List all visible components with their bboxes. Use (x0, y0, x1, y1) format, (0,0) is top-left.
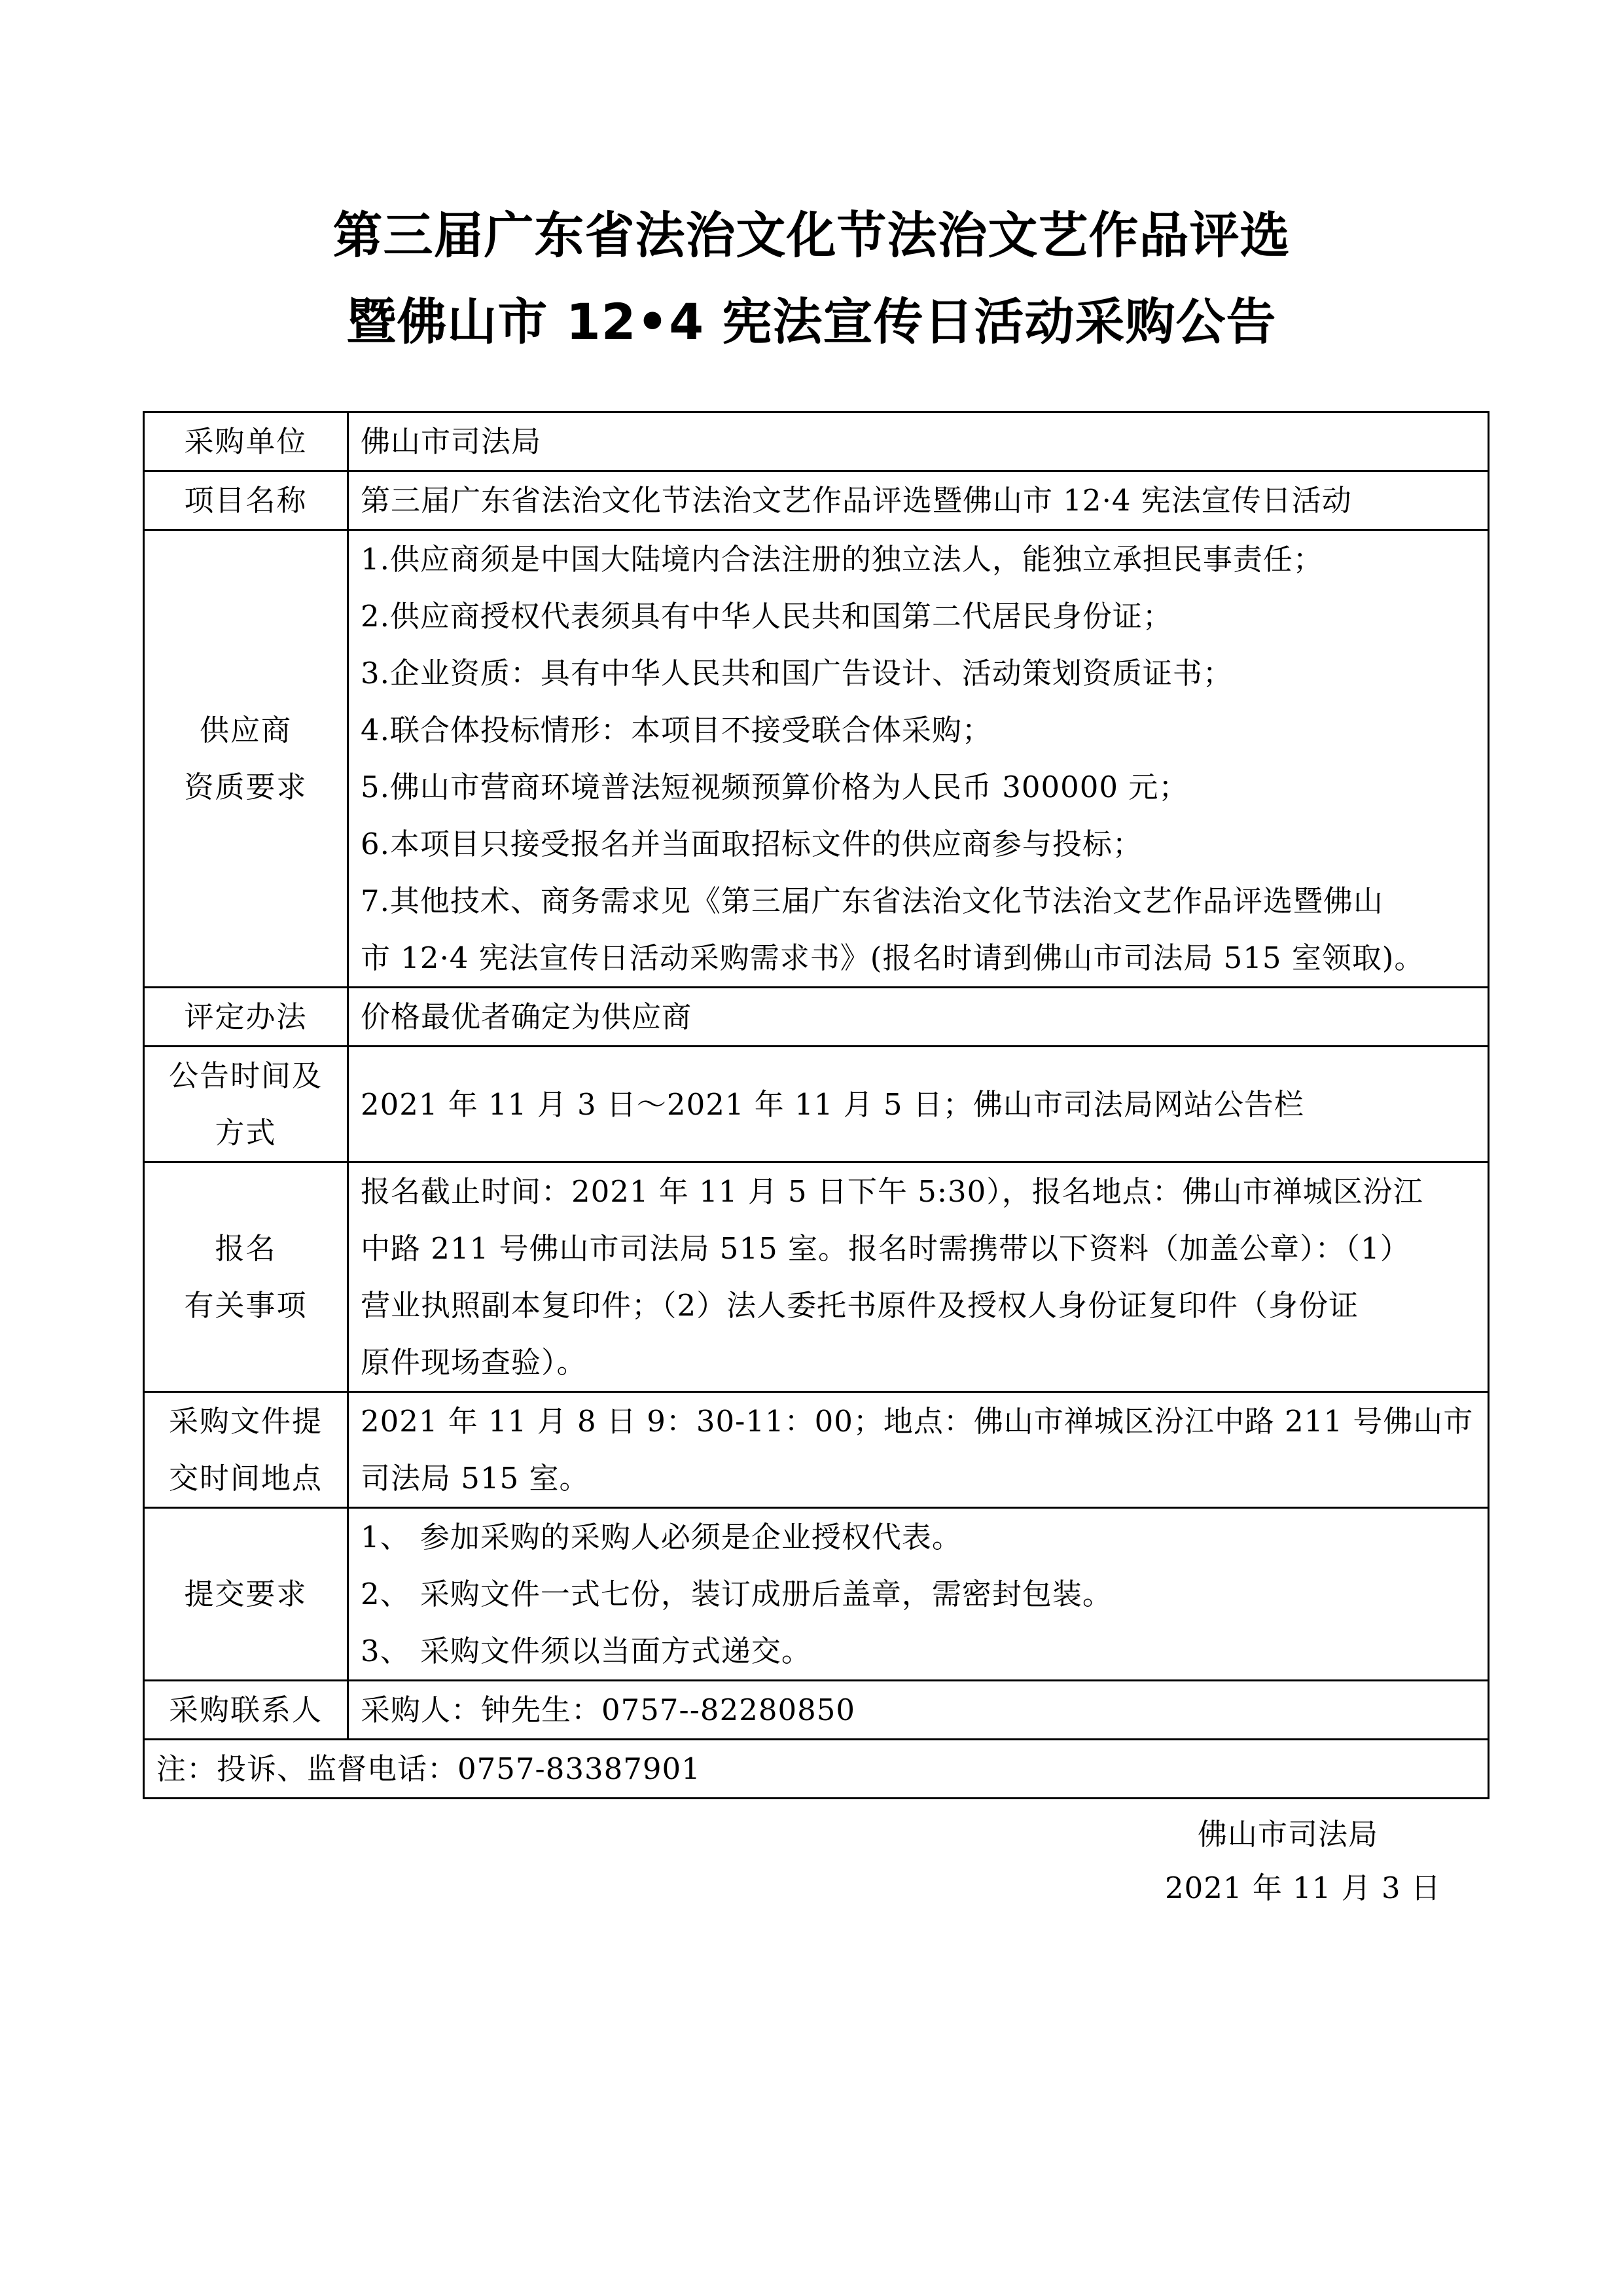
label-registration-line-1: 报名 (215, 1231, 277, 1266)
value-registration (348, 1162, 1489, 1392)
label-announcement (144, 1047, 348, 1162)
value-contact: 采购人：钟先生：0757--82280850 (348, 1681, 1489, 1740)
qualification-item: 6.本项目只接受报名并当面取招标文件的供应商参与投标； (361, 827, 1143, 861)
row-submission-time (144, 1392, 1489, 1508)
document-title-line-2: 暨佛山市 12•4 宪法宣传日活动采购公告 (346, 293, 1277, 351)
row-announcement (144, 1047, 1489, 1162)
label-contact: 采购联系人 (144, 1681, 348, 1740)
value-evaluation: 价格最优者确定为供应商 (348, 988, 1489, 1047)
submission-time-line: 司法局 515 室。 (361, 1461, 590, 1496)
label-registration (144, 1162, 348, 1392)
label-evaluation: 评定办法 (144, 988, 348, 1047)
submission-requirement-item: 1、 参加采购的采购人必须是企业授权代表。 (361, 1520, 962, 1554)
qualification-item: 1.供应商须是中国大陆境内合法注册的独立法人，能独立承担民事责任； (361, 542, 1323, 577)
qualification-item: 5.佛山市营商环境普法短视频预算价格为人民币 300000 元； (361, 770, 1189, 804)
row-evaluation (144, 988, 1489, 1047)
submission-requirement-item: 2、 采购文件一式七份，装订成册后盖章，需密封包装。 (361, 1577, 1113, 1611)
row-registration (144, 1162, 1489, 1392)
registration-line: 报名截止时间：2021 年 11 月 5 日下午 5:30），报名地点：佛山市禅城区汾江 (361, 1174, 1423, 1209)
value-announcement: 2021 年 11 月 3 日～2021 年 11 月 5 日；佛山市司法局网站公告栏 (348, 1047, 1489, 1162)
label-announcement-line-1: 公告时间及 (168, 1058, 323, 1093)
label-qualification-line-2: 资质要求 (184, 770, 308, 804)
label-qualification-line-1: 供应商 (199, 713, 292, 747)
label-announcement-line-2: 方式 (215, 1115, 277, 1150)
qualification-item-7-line-1: 7.其他技术、商务需求见《第三届广东省法治文化节法治文艺作品评选暨佛山 (361, 884, 1383, 918)
qualification-item: 4.联合体投标情形：本项目不接受联合体采购； (361, 713, 992, 747)
row-purchaser (144, 412, 1489, 471)
registration-line: 中路 211 号佛山市司法局 515 室。报名时需携带以下资料（加盖公章）：（1） (361, 1231, 1410, 1266)
complaint-note: 注：投诉、监督电话：0757-83387901 (144, 1740, 1489, 1799)
qualification-item: 3.企业资质：具有中华人民共和国广告设计、活动策划资质证书； (361, 656, 1233, 691)
registration-line: 营业执照副本复印件；（2）法人委托书原件及授权人身份证复印件（身份证 (361, 1288, 1359, 1323)
row-contact (144, 1681, 1489, 1740)
value-qualification (348, 530, 1489, 988)
value-project: 第三届广东省法治文化节法治文艺作品评选暨佛山市 12·4 宪法宣传日活动 (348, 471, 1489, 530)
label-purchaser: 采购单位 (144, 412, 348, 471)
row-note (144, 1740, 1489, 1799)
submission-time-line: 2021 年 11 月 8 日 9：30-11：00；地点：佛山市禅城区汾江中路 211 号佛山市 (361, 1404, 1474, 1439)
value-submission-requirements (348, 1508, 1489, 1681)
value-submission-time (348, 1392, 1489, 1508)
submission-requirement-item: 3、 采购文件须以当面方式递交。 (361, 1634, 812, 1668)
qualification-item-7-line-2: 市 12·4 宪法宣传日活动采购需求书》(报名时请到佛山市司法局 515 室领取)。 (361, 941, 1425, 975)
row-qualification (144, 530, 1489, 988)
label-submission-requirements: 提交要求 (144, 1508, 348, 1681)
label-qualification (144, 530, 348, 988)
label-submission-time-line-1: 采购文件提 (168, 1404, 323, 1439)
label-registration-line-2: 有关事项 (184, 1288, 308, 1323)
document-title-line-1: 第三届广东省法治文化节法治文艺作品评选 (332, 206, 1291, 264)
registration-line: 原件现场查验）。 (361, 1345, 587, 1380)
qualification-item: 2.供应商授权代表须具有中华人民共和国第二代居民身份证； (361, 599, 1173, 634)
value-purchaser: 佛山市司法局 (348, 412, 1489, 471)
signature-organization: 佛山市司法局 (1198, 1817, 1379, 1852)
label-submission-time-line-2: 交时间地点 (168, 1461, 323, 1496)
row-project (144, 471, 1489, 530)
signature-date: 2021 年 11 月 3 日 (1165, 1871, 1441, 1905)
procurement-notice-table (143, 411, 1489, 1799)
row-submission-requirements (144, 1508, 1489, 1681)
label-project: 项目名称 (144, 471, 348, 530)
label-submission-time (144, 1392, 348, 1508)
